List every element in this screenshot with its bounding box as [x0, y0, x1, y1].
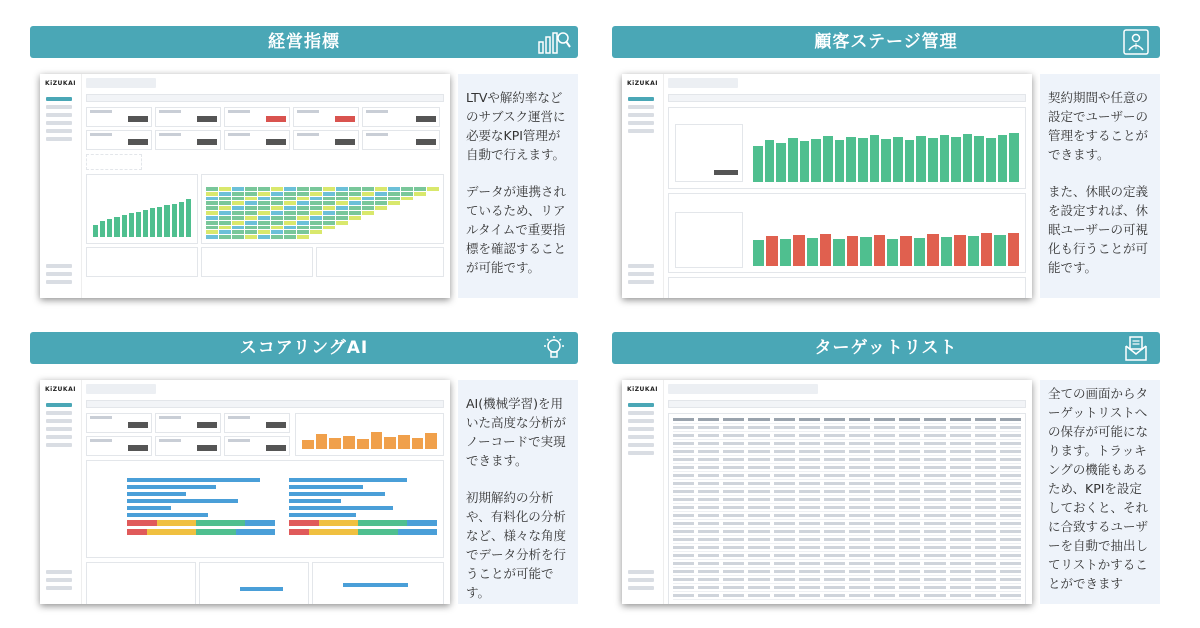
app-sidebar [622, 74, 664, 298]
app-logo: KiZUKAI [45, 80, 76, 87]
chart-magnifier-icon [536, 28, 572, 56]
panel-scoring-ai-title: スコアリングAI [239, 338, 369, 358]
app-sidebar [622, 380, 664, 604]
kpi-dashboard-screenshot [40, 74, 450, 298]
panel-scoring-ai [30, 332, 578, 614]
panel-customer-stage-description: 契約期間や任意の設定でユーザーの管理をすることができます。 また、休眠の定義を設定すれば、休眠ユーザーの可視化も行うことが可能です。 [1040, 74, 1160, 298]
scoring-ai-screenshot [40, 380, 450, 604]
panel-target-list-banner [612, 332, 1160, 364]
panel-kpi-description: LTVや解約率などのサブスク運営に必要なKPI管理が自動で行えます。 データが連携されているため、リアルタイムで重要指標を確認することが可能です。 [458, 74, 578, 298]
panel-scoring-ai-banner [30, 332, 578, 364]
app-logo: KiZUKAI [45, 386, 76, 393]
target-list-screenshot [622, 380, 1032, 604]
customer-stage-screenshot [622, 74, 1032, 298]
panel-kpi-title: 経営指標 [268, 32, 340, 52]
panel-customer-stage [612, 26, 1160, 308]
lightbulb-icon [536, 334, 572, 362]
app-logo: KiZUKAI [627, 80, 658, 87]
mail-list-icon [1118, 334, 1154, 362]
panel-target-list-title: ターゲットリスト [814, 338, 958, 358]
app-sidebar [40, 380, 82, 604]
panel-target-list [612, 332, 1160, 614]
panel-customer-stage-title: 顧客ステージ管理 [814, 32, 958, 52]
panel-scoring-ai-description: AI(機械学習)を用いた高度な分析がノーコードで実現できます。 初期解約の分析や、有料化の分析など、様々な角度でデータ分析を行うことが可能です。 [458, 380, 578, 604]
person-id-icon [1118, 28, 1154, 56]
panel-customer-stage-banner [612, 26, 1160, 58]
panel-target-list-description: 全ての画面からターゲットリストへの保存が可能になります。トラッキングの機能もあるため、KPIを設定しておくと、それに合致するユーザーを自動で抽出してリストかすることができます [1040, 380, 1160, 604]
panel-kpi [30, 26, 578, 308]
app-sidebar [40, 74, 82, 298]
app-logo: KiZUKAI [627, 386, 658, 393]
panel-kpi-banner [30, 26, 578, 58]
